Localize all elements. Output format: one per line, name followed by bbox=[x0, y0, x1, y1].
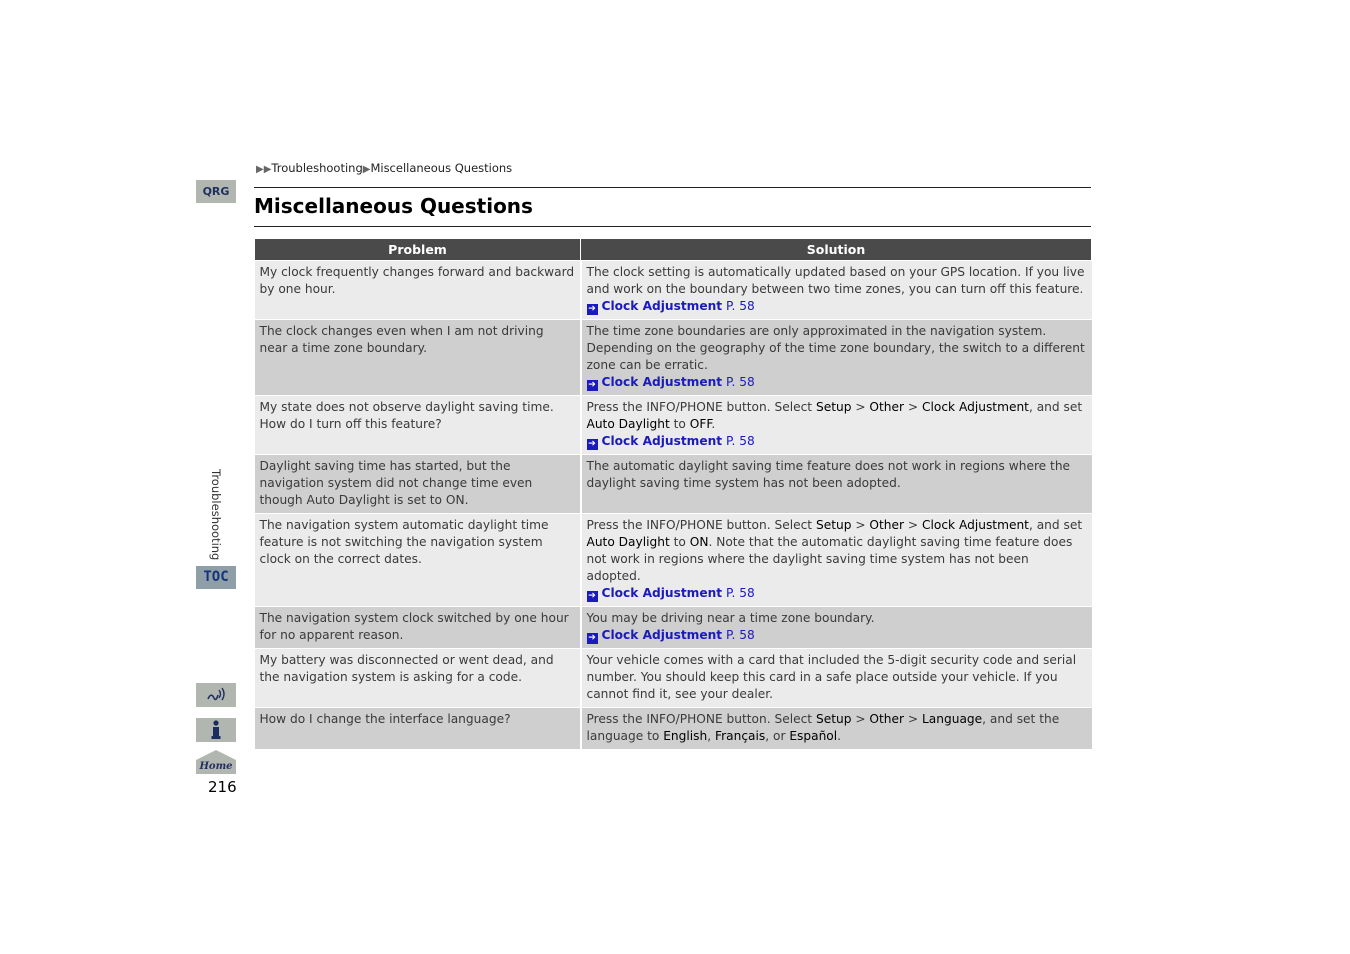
solution-text: The clock setting is automatically updated based on your GPS location. If you live and work on the boundary between two time zones, you can turn off this feature. bbox=[586, 265, 1085, 296]
cross-reference-icon: ➔ bbox=[588, 633, 596, 643]
home-icon bbox=[196, 750, 236, 774]
table-row bbox=[255, 607, 1092, 649]
solution-column-header: Solution bbox=[581, 239, 1092, 261]
menu-term: Other bbox=[869, 712, 905, 726]
breadcrumb-arrow-icon: ▶▶ bbox=[256, 164, 272, 175]
cross-reference-icon: ➔ bbox=[588, 591, 596, 601]
cross-reference-link[interactable] bbox=[587, 434, 755, 448]
table-row bbox=[255, 455, 1092, 514]
solution-cell bbox=[581, 455, 1092, 514]
cross-reference-link[interactable] bbox=[587, 586, 755, 600]
cross-reference-title: Clock Adjustment bbox=[601, 434, 723, 448]
cross-reference-title: Clock Adjustment bbox=[601, 375, 723, 389]
solution-cell bbox=[581, 607, 1092, 649]
menu-term: Setup bbox=[815, 518, 852, 532]
cross-reference-icon: ➔ bbox=[588, 439, 596, 449]
menu-term: Auto Daylight bbox=[586, 535, 670, 549]
solution-cell bbox=[581, 708, 1092, 750]
menu-term: Language bbox=[922, 712, 983, 726]
cross-reference-title: Clock Adjustment bbox=[601, 299, 723, 313]
title-rule-bottom bbox=[254, 226, 1091, 227]
table-row bbox=[255, 708, 1092, 750]
menu-term: Français bbox=[715, 729, 766, 743]
page-number: 216 bbox=[208, 778, 237, 796]
table-row bbox=[255, 649, 1092, 708]
problem-cell: The clock changes even when I am not driving near a time zone boundary. bbox=[255, 320, 581, 396]
solution-text: Your vehicle comes with a card that included the 5-digit security code and serial number. You should keep this card in a safe place outside your vehicle. If you cannot find it, see your dealer. bbox=[586, 653, 1077, 701]
problem-cell: How do I change the interface language? bbox=[255, 708, 581, 750]
cross-reference-page: P. 58 bbox=[726, 586, 755, 600]
home-tab[interactable] bbox=[196, 750, 236, 774]
menu-term: OFF bbox=[689, 417, 712, 431]
solution-cell bbox=[581, 396, 1092, 455]
cross-reference-icon: ➔ bbox=[588, 304, 596, 314]
breadcrumb-current-page: Miscellaneous Questions bbox=[370, 161, 513, 175]
menu-term: ON bbox=[689, 535, 709, 549]
table-header-row bbox=[255, 239, 1092, 261]
solution-text: The automatic daylight saving time feature does not work in regions where the daylight saving time system has not been adopted. bbox=[586, 459, 1071, 490]
menu-term: Other bbox=[869, 400, 905, 414]
table-row bbox=[255, 261, 1092, 320]
info-icon bbox=[209, 720, 223, 740]
solution-text: Press the INFO/PHONE button. Select Setup > Other > Language, and set the language to English, Français, or Español. bbox=[586, 712, 1060, 743]
info-tab[interactable] bbox=[196, 718, 236, 742]
troubleshooting-table bbox=[254, 239, 1092, 750]
solution-text: The time zone boundaries are only approximated in the navigation system. Depending on the geography of the time zone boundary, the switch to a different zone can be erratic. bbox=[586, 324, 1085, 372]
solution-text: You may be driving near a time zone boundary. bbox=[586, 611, 875, 625]
toc-tab[interactable]: TOC bbox=[196, 566, 236, 589]
menu-term: Setup bbox=[815, 400, 852, 414]
menu-term: Clock Adjustment bbox=[922, 400, 1029, 414]
menu-term: Setup bbox=[815, 712, 852, 726]
home-label: Home bbox=[199, 761, 233, 772]
qrg-tab[interactable]: QRG bbox=[196, 180, 236, 203]
menu-term: Other bbox=[869, 518, 905, 532]
solution-cell bbox=[581, 514, 1092, 607]
problem-cell: The navigation system clock switched by one hour for no apparent reason. bbox=[255, 607, 581, 649]
breadcrumb-section-link[interactable]: Troubleshooting bbox=[271, 161, 363, 175]
menu-term: Auto Daylight bbox=[586, 417, 670, 431]
menu-term: Español bbox=[789, 729, 838, 743]
cross-reference-page: P. 58 bbox=[726, 434, 755, 448]
cross-reference-page: P. 58 bbox=[726, 299, 755, 313]
voice-command-icon bbox=[205, 686, 227, 704]
section-side-label: Troubleshooting bbox=[209, 469, 223, 561]
cross-reference-link[interactable] bbox=[587, 375, 755, 389]
problem-cell: Daylight saving time has started, but the navigation system did not change time even though Auto Daylight is set to ON. bbox=[255, 455, 581, 514]
page-title: Miscellaneous Questions bbox=[254, 194, 533, 218]
solution-text: Press the INFO/PHONE button. Select Setup > Other > Clock Adjustment, and set Auto Daylight to ON. Note that the automatic daylight saving time feature does not work in regions where the daylight saving time system has not been adopted. bbox=[586, 518, 1083, 583]
problem-cell: My state does not observe daylight saving time. How do I turn off this feature? bbox=[255, 396, 581, 455]
breadcrumb-separator-icon: ▶ bbox=[362, 164, 371, 175]
solution-cell bbox=[581, 649, 1092, 708]
menu-term: English bbox=[663, 729, 708, 743]
cross-reference-link[interactable] bbox=[587, 299, 755, 313]
breadcrumb bbox=[256, 161, 512, 175]
problem-column-header: Problem bbox=[255, 239, 581, 261]
cross-reference-link[interactable] bbox=[587, 628, 755, 642]
table-row bbox=[255, 514, 1092, 607]
menu-term: Clock Adjustment bbox=[922, 518, 1029, 532]
cross-reference-page: P. 58 bbox=[726, 375, 755, 389]
problem-cell: My battery was disconnected or went dead, and the navigation system is asking for a code. bbox=[255, 649, 581, 708]
problem-cell: My clock frequently changes forward and backward by one hour. bbox=[255, 261, 581, 320]
table-row bbox=[255, 320, 1092, 396]
solution-cell bbox=[581, 320, 1092, 396]
solution-cell bbox=[581, 261, 1092, 320]
voice-command-tab[interactable] bbox=[196, 683, 236, 707]
cross-reference-title: Clock Adjustment bbox=[601, 586, 723, 600]
problem-cell: The navigation system automatic daylight time feature is not switching the navigation system clock on the correct dates. bbox=[255, 514, 581, 607]
table-row bbox=[255, 396, 1092, 455]
cross-reference-title: Clock Adjustment bbox=[601, 628, 723, 642]
cross-reference-icon: ➔ bbox=[588, 380, 596, 390]
solution-text: Press the INFO/PHONE button. Select Setup > Other > Clock Adjustment, and set Auto Daylight to OFF. bbox=[586, 400, 1083, 431]
cross-reference-page: P. 58 bbox=[726, 628, 755, 642]
title-rule-top bbox=[254, 187, 1091, 188]
